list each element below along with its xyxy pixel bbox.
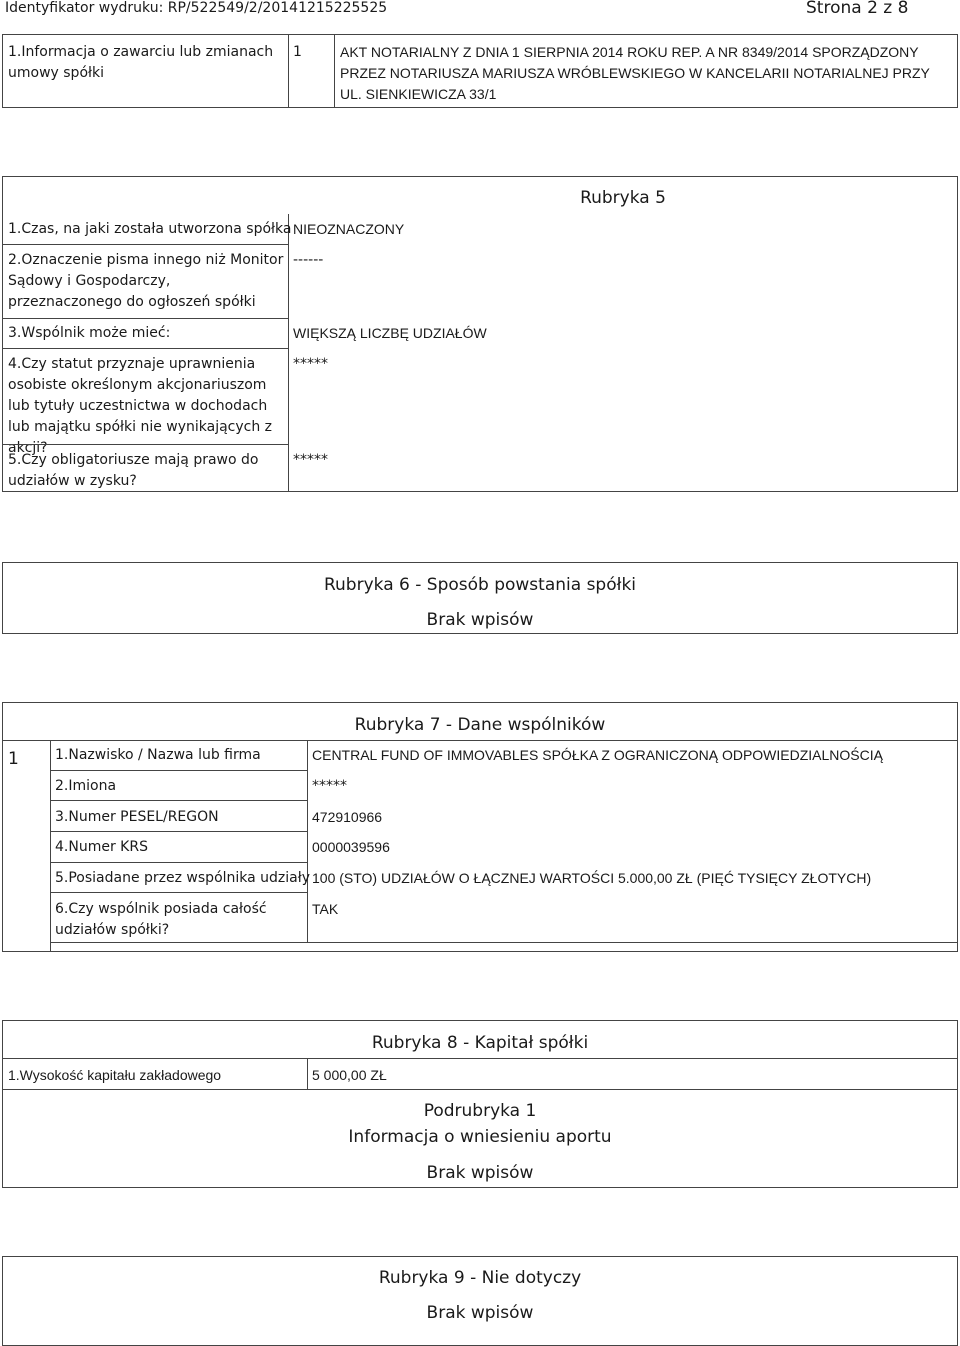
rubryka5-value-4: *****: [293, 356, 328, 372]
partner-label-5: 5.Posiadane przez wspólnika udziały: [55, 870, 311, 886]
partner-value-5: 100 (STO) UDZIAŁÓW O ŁĄCZNEJ WARTOŚCI 5.000,00 ZŁ (PIĘĆ TYSIĘCY ZŁOTYCH): [312, 870, 872, 886]
capital-label: 1.Wysokość kapitału zakładowego: [8, 1067, 222, 1083]
rubryka5-label-2: 2.Oznaczenie pisma innego niż Monitor Sądowy i Gospodarczy, przeznaczonego do ogłoszeń spółki: [8, 252, 284, 310]
capital-value: 5 000,00 ZŁ: [312, 1067, 387, 1083]
partner-label-3: 3.Numer PESEL/REGON: [55, 809, 219, 825]
print-identifier: Identyfikator wydruku: RP/522549/2/20141215225525: [5, 0, 388, 16]
rubryka8-title: Rubryka 8 - Kapitał spółki: [371, 1033, 589, 1053]
partner-number: 1: [8, 749, 19, 769]
rubryka5-label-4: 4.Czy statut przyznaje uprawnienia osobiste określonym akcjonariuszom lub tytuły uczestnictwa w dochodach lub majątku spółki nie wynikających z akcji?: [8, 356, 273, 456]
rubryka7-title: Rubryka 7 - Dane wspólników: [354, 715, 606, 735]
rubryka5-value-1: NIEOZNACZONY: [293, 221, 405, 237]
rubryka6-empty: Brak wpisów: [426, 610, 534, 630]
partner-value-1: CENTRAL FUND OF IMMOVABLES SPÓŁKA Z OGRANICZONĄ ODPOWIEDZIALNOŚCIĄ: [312, 747, 883, 763]
contract-info-value: AKT NOTARIALNY Z DNIA 1 SIERPNIA 2014 ROKU REP. A NR 8349/2014 SPORZĄDZONY PRZEZ NOTARIUSZA MARIUSZA WRÓBLEWSKIEGO W KANCELARII NOTARIALNEJ PRZY UL. SIENKIEWICZA 33/1: [340, 44, 930, 102]
subsection-empty: Brak wpisów: [426, 1163, 534, 1183]
rubryka5-value-3: WIĘKSZĄ LICZBĘ UDZIAŁÓW: [293, 325, 487, 341]
partner-value-4: 0000039596: [312, 839, 390, 855]
partner-value-2: *****: [312, 778, 347, 794]
partner-label-6: 6.Czy wspólnik posiada całość udziałów spółki?: [55, 901, 267, 938]
rubryka6-title: Rubryka 6 - Sposób powstania spółki: [323, 575, 637, 595]
rubryka9-title: Rubryka 9 - Nie dotyczy: [378, 1268, 582, 1288]
rubryka9-empty: Brak wpisów: [426, 1303, 534, 1323]
subsection-title: Podrubryka 1: [423, 1101, 537, 1121]
partner-label-2: 2.Imiona: [55, 778, 117, 794]
rubryka5-label-3: 3.Wspólnik może mieć:: [8, 325, 171, 341]
subsection-subtitle: Informacja o wniesieniu aportu: [348, 1127, 612, 1147]
partner-value-6: TAK: [312, 901, 339, 917]
partner-value-3: 472910966: [312, 809, 383, 825]
page-number: Strona 2 z 8: [806, 0, 909, 18]
partner-label-4: 4.Numer KRS: [55, 839, 148, 855]
rubryka5-label-1: 1.Czas, na jaki została utworzona spółka: [8, 221, 292, 237]
partner-label-1: 1.Nazwisko / Nazwa lub firma: [55, 747, 261, 763]
rubryka5-label-5: 5.Czy obligatoriusze mają prawo do udziałów w zysku?: [8, 452, 259, 489]
rubryka5-title: Rubryka 5: [580, 188, 666, 208]
rubryka5-value-5: *****: [293, 452, 328, 468]
contract-info-label: 1.Informacja o zawarciu lub zmianach umowy spółki: [8, 44, 274, 81]
rubryka5-value-2: ------: [293, 252, 324, 268]
contract-info-number: 1: [293, 44, 302, 60]
